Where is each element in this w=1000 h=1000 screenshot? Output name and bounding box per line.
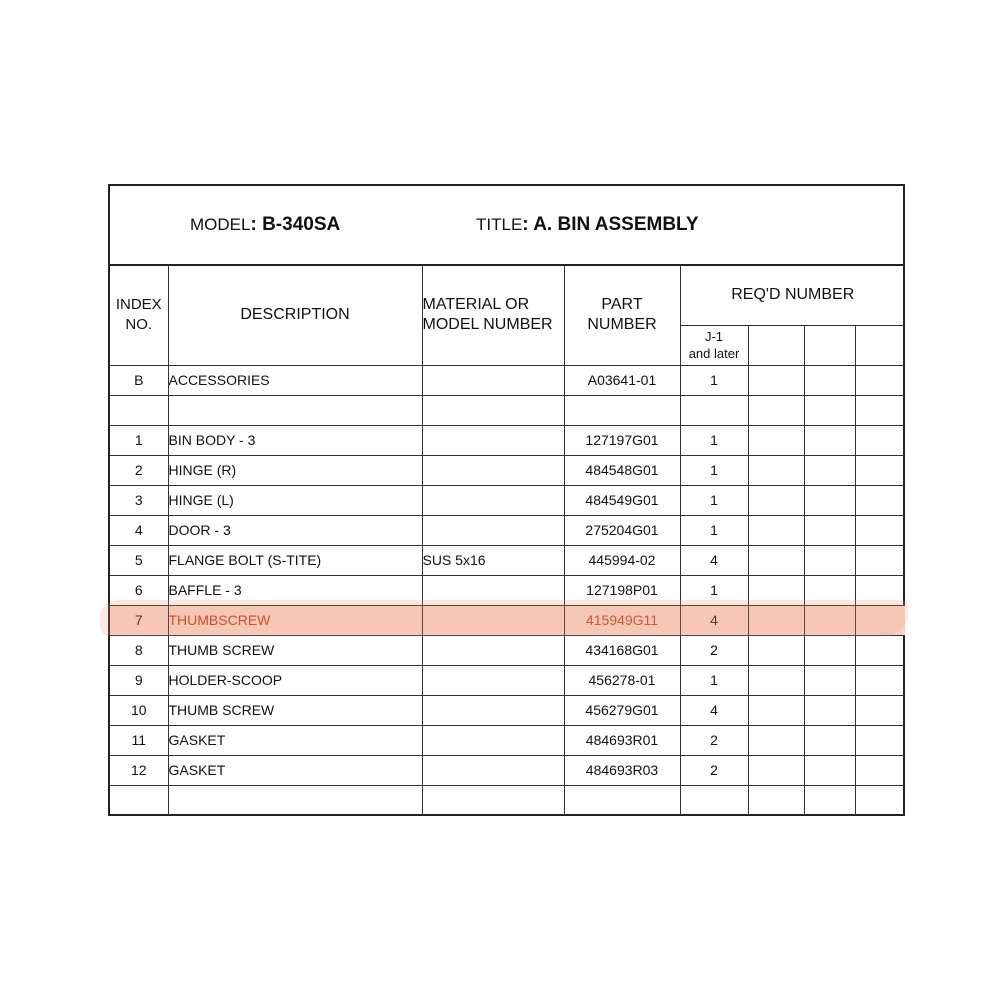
table-row: [110, 665, 905, 695]
description-cell: THUMBSCREW: [168, 605, 422, 635]
qty-cell: 1: [680, 485, 748, 515]
material-cell: [422, 695, 564, 725]
empty-qty-cell: [748, 425, 804, 455]
part-number-cell: 415949G11: [564, 605, 680, 635]
part-number-cell: 484693R03: [564, 755, 680, 785]
table-row: [110, 635, 905, 665]
model-block: [190, 214, 340, 236]
qty-cell: 2: [680, 635, 748, 665]
empty-qty-cell: [855, 635, 905, 665]
column-header-index: INDEX NO.: [110, 266, 168, 365]
material-cell: [422, 365, 564, 395]
empty-qty-cell: [804, 605, 855, 635]
part-number-cell: 434168G01: [564, 635, 680, 665]
material-cell: SUS 5x16: [422, 545, 564, 575]
table-row: [110, 395, 905, 425]
empty-qty-cell: [855, 515, 905, 545]
title-band: [110, 186, 903, 266]
part-number-cell: [564, 785, 680, 815]
title-value: : A. BIN ASSEMBLY: [522, 214, 699, 235]
description-cell: THUMB SCREW: [168, 695, 422, 725]
empty-qty-cell: [748, 485, 804, 515]
qty-cell: [680, 785, 748, 815]
table-row: [110, 545, 905, 575]
description-cell: HINGE (L): [168, 485, 422, 515]
empty-qty-cell: [804, 425, 855, 455]
empty-qty-cell: [748, 755, 804, 785]
empty-qty-cell: [804, 575, 855, 605]
empty-qty-cell: [804, 485, 855, 515]
table-row-highlighted: [110, 605, 905, 635]
empty-qty-cell: [855, 425, 905, 455]
model-label: MODEL: [190, 215, 251, 234]
material-cell: [422, 725, 564, 755]
part-number-cell: 127197G01: [564, 425, 680, 455]
index-cell: 4: [110, 515, 168, 545]
material-cell: [422, 635, 564, 665]
empty-qty-cell: [804, 725, 855, 755]
material-cell: [422, 665, 564, 695]
title-block: [476, 214, 699, 236]
empty-qty-cell: [748, 785, 804, 815]
material-cell: [422, 755, 564, 785]
empty-qty-cell: [855, 545, 905, 575]
part-number-cell: 445994-02: [564, 545, 680, 575]
column-header-description: DESCRIPTION: [168, 266, 422, 365]
description-cell: ACCESSORIES: [168, 365, 422, 395]
empty-qty-cell: [804, 635, 855, 665]
empty-qty-cell: [748, 575, 804, 605]
empty-qty-cell: [855, 785, 905, 815]
index-cell: 9: [110, 665, 168, 695]
description-cell: HINGE (R): [168, 455, 422, 485]
empty-qty-cell: [748, 545, 804, 575]
index-cell: [110, 785, 168, 815]
empty-qty-cell: [748, 395, 804, 425]
empty-qty-cell: [748, 365, 804, 395]
part-number-cell: 127198P01: [564, 575, 680, 605]
parts-table: [110, 266, 905, 815]
qty-cell: 1: [680, 455, 748, 485]
column-header-part-number: PART NUMBER: [564, 266, 680, 365]
table-row: [110, 695, 905, 725]
part-number-cell: 484693R01: [564, 725, 680, 755]
empty-qty-cell: [804, 515, 855, 545]
part-number-cell: A03641-01: [564, 365, 680, 395]
description-cell: BIN BODY - 3: [168, 425, 422, 455]
column-header-variant-blank: [855, 325, 905, 365]
empty-qty-cell: [855, 575, 905, 605]
part-number-cell: 456278-01: [564, 665, 680, 695]
part-number-cell: 484549G01: [564, 485, 680, 515]
title-label: TITLE: [476, 215, 523, 234]
column-header-variant-blank: [804, 325, 855, 365]
table-row: [110, 725, 905, 755]
empty-qty-cell: [804, 455, 855, 485]
index-cell: B: [110, 365, 168, 395]
table-row: [110, 515, 905, 545]
description-cell: THUMB SCREW: [168, 635, 422, 665]
parts-list-sheet: [108, 184, 905, 816]
empty-qty-cell: [855, 365, 905, 395]
description-cell: HOLDER-SCOOP: [168, 665, 422, 695]
index-cell: 7: [110, 605, 168, 635]
table-row: [110, 455, 905, 485]
qty-cell: 1: [680, 575, 748, 605]
description-cell: BAFFLE - 3: [168, 575, 422, 605]
empty-qty-cell: [855, 485, 905, 515]
index-cell: 8: [110, 635, 168, 665]
qty-cell: 1: [680, 425, 748, 455]
index-cell: 6: [110, 575, 168, 605]
qty-cell: 4: [680, 605, 748, 635]
material-cell: [422, 455, 564, 485]
empty-qty-cell: [804, 395, 855, 425]
empty-qty-cell: [804, 755, 855, 785]
model-value: : B-340SA: [250, 214, 341, 235]
qty-cell: 1: [680, 665, 748, 695]
empty-qty-cell: [855, 755, 905, 785]
empty-qty-cell: [855, 665, 905, 695]
material-cell: [422, 785, 564, 815]
material-cell: [422, 425, 564, 455]
index-cell: [110, 395, 168, 425]
table-row: [110, 575, 905, 605]
description-cell: [168, 785, 422, 815]
qty-cell: 4: [680, 545, 748, 575]
part-number-cell: [564, 395, 680, 425]
part-number-cell: 275204G01: [564, 515, 680, 545]
column-header-material: MATERIAL OR MODEL NUMBER: [422, 266, 564, 365]
index-cell: 5: [110, 545, 168, 575]
material-cell: [422, 605, 564, 635]
material-cell: [422, 515, 564, 545]
parts-table-body: [110, 365, 905, 815]
qty-cell: 2: [680, 725, 748, 755]
table-row: [110, 785, 905, 815]
column-header-variant-j1: J-1 and later: [680, 325, 748, 365]
empty-qty-cell: [748, 515, 804, 545]
table-row: [110, 365, 905, 395]
description-cell: GASKET: [168, 725, 422, 755]
index-cell: 3: [110, 485, 168, 515]
index-cell: 10: [110, 695, 168, 725]
empty-qty-cell: [855, 395, 905, 425]
material-cell: [422, 395, 564, 425]
empty-qty-cell: [855, 455, 905, 485]
description-cell: [168, 395, 422, 425]
qty-cell: 1: [680, 365, 748, 395]
table-row: [110, 755, 905, 785]
qty-cell: 1: [680, 515, 748, 545]
empty-qty-cell: [748, 725, 804, 755]
index-cell: 1: [110, 425, 168, 455]
empty-qty-cell: [748, 605, 804, 635]
qty-cell: [680, 395, 748, 425]
index-cell: 2: [110, 455, 168, 485]
table-row: [110, 425, 905, 455]
empty-qty-cell: [855, 725, 905, 755]
qty-cell: 4: [680, 695, 748, 725]
part-number-cell: 456279G01: [564, 695, 680, 725]
index-cell: 11: [110, 725, 168, 755]
qty-cell: 2: [680, 755, 748, 785]
empty-qty-cell: [855, 695, 905, 725]
empty-qty-cell: [804, 785, 855, 815]
description-cell: GASKET: [168, 755, 422, 785]
description-cell: FLANGE BOLT (S-TITE): [168, 545, 422, 575]
empty-qty-cell: [748, 635, 804, 665]
empty-qty-cell: [855, 605, 905, 635]
empty-qty-cell: [748, 455, 804, 485]
material-cell: [422, 485, 564, 515]
part-number-cell: 484548G01: [564, 455, 680, 485]
table-row: [110, 485, 905, 515]
index-cell: 12: [110, 755, 168, 785]
column-header-variant-blank: [748, 325, 804, 365]
empty-qty-cell: [748, 695, 804, 725]
material-cell: [422, 575, 564, 605]
empty-qty-cell: [804, 695, 855, 725]
empty-qty-cell: [804, 665, 855, 695]
column-header-reqd-number: REQ'D NUMBER: [680, 266, 905, 325]
empty-qty-cell: [804, 545, 855, 575]
description-cell: DOOR - 3: [168, 515, 422, 545]
empty-qty-cell: [748, 665, 804, 695]
empty-qty-cell: [804, 365, 855, 395]
